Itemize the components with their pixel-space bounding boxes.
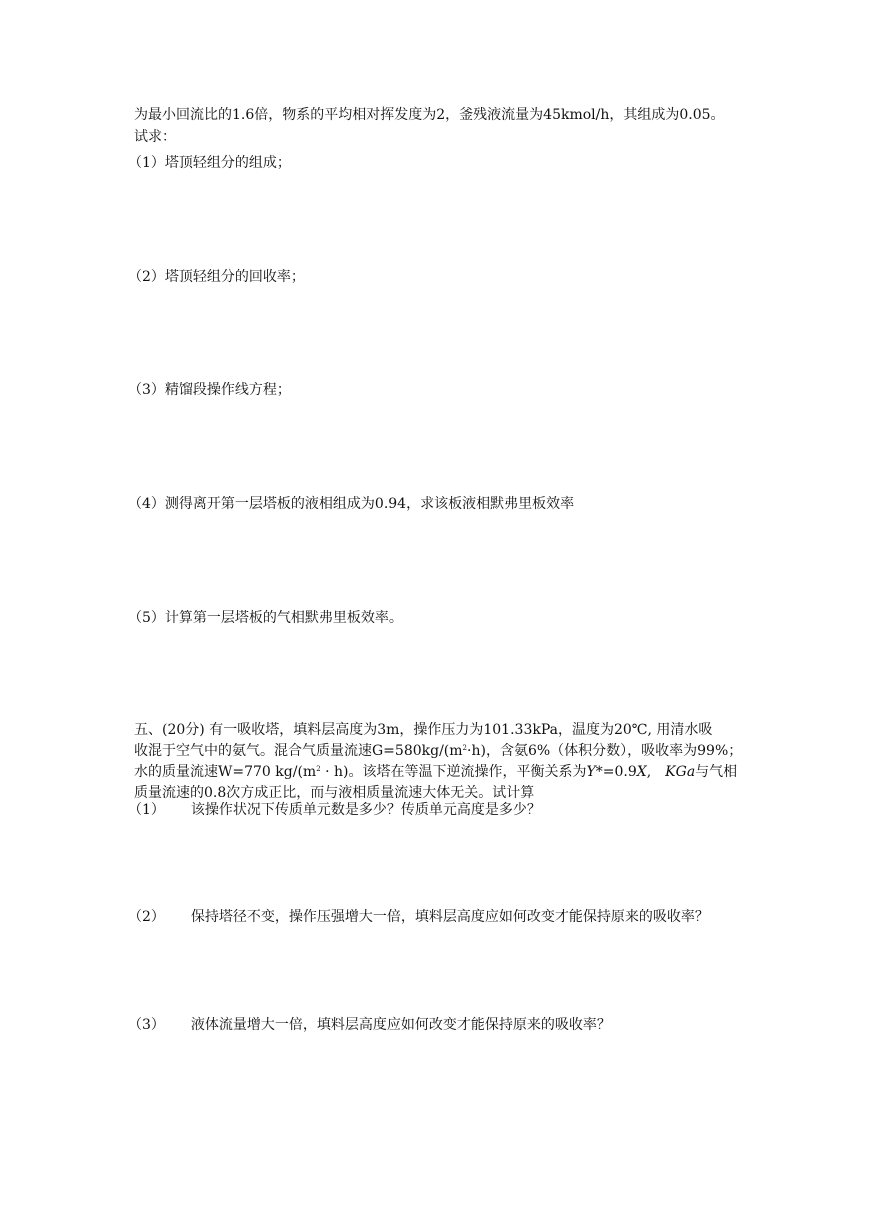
equilibrium-comma: , <box>646 764 652 780</box>
equilibrium-variable-x: X <box>636 764 647 780</box>
problem5-line3-part-c: 与气相 <box>695 764 738 780</box>
problem4-question-2: （2）塔顶轻组分的回收率； <box>128 269 305 285</box>
problem5-line1: 五、(20分) 有一吸收塔，填料层高度为3m，操作压力为101.33kPa，温度为20℃, 用清水吸 <box>134 722 713 738</box>
problem5-line3 <box>134 763 737 781</box>
problem5-question-3-text: 液体流量增大一倍，填料层高度应如何改变才能保持原来的吸收率？ <box>190 1017 611 1033</box>
problem5-line2-part-b: ·h)，含氨6%（体积分数），吸收率为99%； <box>467 743 743 759</box>
problem4-question-5: （5）计算第一层塔板的气相默弗里板效率。 <box>128 610 403 626</box>
problem5-question-3-number: （3） <box>128 1017 165 1033</box>
problem5-question-2-text: 保持塔径不变，操作压强增大一倍，填料层高度应如何改变才能保持原来的吸收率？ <box>190 909 709 925</box>
problem5-question-3 <box>128 1016 611 1034</box>
equilibrium-variable-y: Y* <box>586 764 603 780</box>
problem4-question-3: （3）精馏段操作线方程； <box>128 382 291 398</box>
problem5-question-1 <box>128 801 541 819</box>
problem5-line4: 质量流速的0.8次方成正比，而与液相质量流速大体无关。试计算 <box>134 785 535 801</box>
problem5-question-1-text: 该操作状况下传质单元数是多少？传质单元高度是多少？ <box>190 802 541 818</box>
problem5-line2 <box>134 742 742 760</box>
kga-symbol: KGa <box>665 764 696 780</box>
problem5-question-2-number: （2） <box>128 909 165 925</box>
problem4-intro-line1: 为最小回流比的1.6倍，物系的平均相对挥发度为2，釜残液流量为45kmol/h，其组成为0.05。 <box>134 107 725 123</box>
equilibrium-coefficient: =0.9 <box>602 764 637 780</box>
problem4-question-1: （1）塔顶轻组分的组成； <box>128 155 291 171</box>
problem5-line3-part-a: 水的质量流速W=770 kg/(m <box>134 764 317 780</box>
problem5-question-1-number: （1） <box>128 802 165 818</box>
problem5-question-2 <box>128 908 709 926</box>
problem5-line3-superscript: 2 <box>316 765 321 773</box>
problem4-intro-line2: 试求： <box>134 129 176 145</box>
problem5-line2-superscript: 2 <box>462 744 468 752</box>
problem5-line3-part-b: · h)。该塔在等温下逆流操作，平衡关系为 <box>320 764 587 780</box>
problem4-question-4: （4）测得离开第一层塔板的液相组成为0.94，求该板液相默弗里板效率 <box>128 496 575 512</box>
problem5-line2-part-a: 收混于空气中的氨气。混合气质量流速G=580kg/(m <box>134 743 463 759</box>
